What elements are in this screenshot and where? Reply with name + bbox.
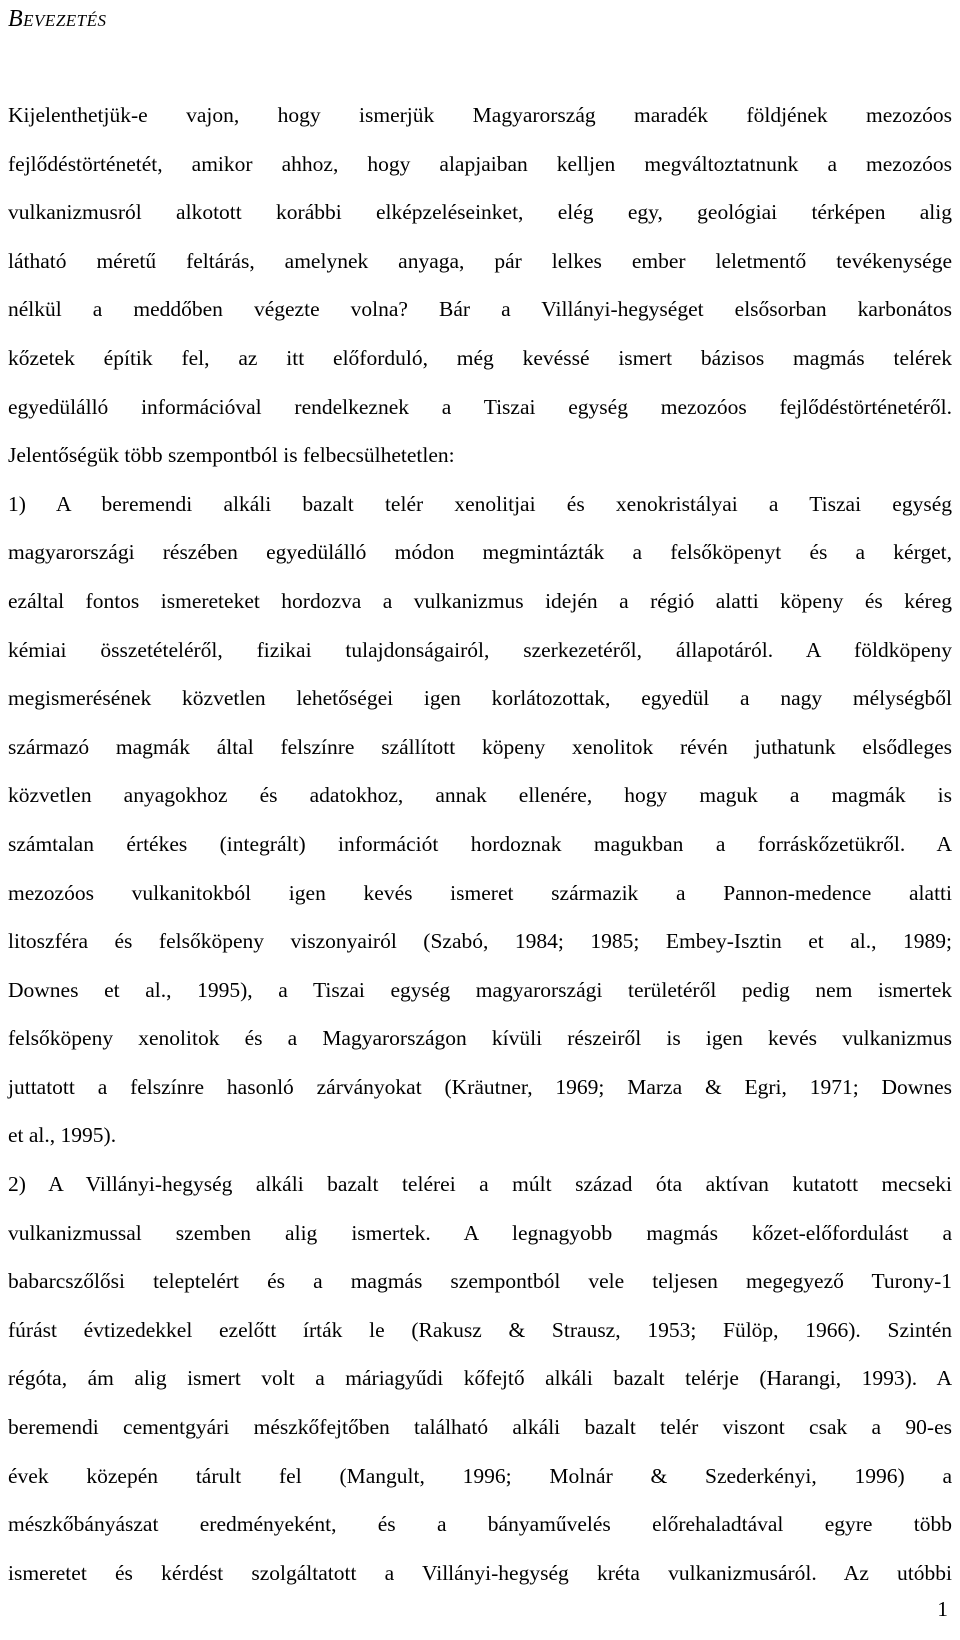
body-text (8, 91, 952, 1597)
text-line: kőzetek építik fel, az itt előforduló, még kevéssé ismert bázisos magmás telérek (8, 345, 952, 370)
text-line: litoszféra és felsőköpeny viszonyairól (Szabó, 1984; 1985; Embey-Isztin et al., 1989; (8, 929, 952, 954)
text-line: megismerésének közvetlen lehetőségei igen korlátozottak, egyedül a nagy mélységből (8, 686, 952, 711)
text-line: származó magmák által felszínre szállított köpeny xenolitok révén juthatunk elsődleges (8, 734, 952, 759)
text-line: felsőköpeny xenolitok és a Magyarországon kívüli részeiről is igen kevés vulkanizmus (8, 1026, 952, 1051)
text-line: fúrást évtizedekkel ezelőtt írták le (Rakusz & Strausz, 1953; Fülöp, 1966). Szintén (8, 1317, 952, 1342)
text-line: vulkanizmusról alkotott korábbi elképzeléseinket, elég egy, geológiai térképen alig (8, 200, 952, 225)
text-line: számtalan értékes (integrált) információt hordoznak magukban a forráskőzetükről. A (8, 831, 952, 856)
text-line: babarcszőlősi teleptelért és a magmás szempontból vele teljesen megegyező Turony-1 (8, 1269, 952, 1294)
text-line: egyedülálló információval rendelkeznek a Tiszai egység mezozóos fejlődéstörténetéről. (8, 394, 952, 419)
text-line: Downes et al., 1995), a Tiszai egység magyarországi területéről pedig nem ismertek (8, 977, 952, 1002)
text-line: évek közepén tárult fel (Mangult, 1996; Molnár & Szederkényi, 1996) a (8, 1463, 952, 1488)
text-line: juttatott a felszínre hasonló zárványokat (Kräutner, 1969; Marza & Egri, 1971; Downes (8, 1074, 952, 1099)
text-line: beremendi cementgyári mészkőfejtőben található alkáli bazalt telér viszont csak a 90-es (8, 1415, 952, 1440)
text-line: közvetlen anyagokhoz és adatokhoz, annak ellenére, hogy maguk a magmák is (8, 783, 952, 808)
text-line: et al., 1995). (8, 1123, 117, 1148)
text-line: 2) A Villányi-hegység alkáli bazalt telérei a múlt század óta aktívan kutatott mecseki (8, 1172, 952, 1197)
text-line: vulkanizmussal szemben alig ismertek. A legnagyobb magmás kőzet-előfordulást a (8, 1220, 952, 1245)
text-line: Jelentőségük több szempontból is felbecsülhetetlen: (8, 443, 455, 468)
section-heading: Bevezetés (8, 6, 107, 32)
text-line: kémiai összetételéről, fizikai tulajdonságairól, szerkezetéről, állapotáról. A földköpeny (8, 637, 952, 662)
text-line: látható méretű feltárás, amelynek anyaga, pár lelkes ember leletmentő tevékenysége (8, 248, 952, 273)
text-line: ezáltal fontos ismereteket hordozva a vulkanizmus idején a régió alatti köpeny és kéreg (8, 588, 952, 613)
text-line: fejlődéstörténetét, amikor ahhoz, hogy alapjaiban kelljen megváltoztatnunk a mezozóos (8, 151, 952, 176)
text-line: régóta, ám alig ismert volt a máriagyűdi kőfejtő alkáli bazalt telérje (Harangi, 1993). A (8, 1366, 952, 1391)
text-line: Kijelenthetjük-e vajon, hogy ismerjük Magyarország maradék földjének mezozóos (8, 103, 952, 127)
page-number: 1 (937, 1597, 948, 1621)
text-line: mészkőbányászat eredményeként, és a bányaművelés előrehaladtával egyre több (8, 1512, 952, 1537)
text-line: mezozóos vulkanitokból igen kevés ismeret származik a Pannon-medence alatti (8, 880, 952, 905)
text-line: 1) A beremendi alkáli bazalt telér xenolitjai és xenokristályai a Tiszai egység (8, 491, 952, 516)
text-line: ismeretet és kérdést szolgáltatott a Villányi-hegység kréta vulkanizmusáról. Az utóbbi (8, 1560, 952, 1585)
text-line: nélkül a meddőben végezte volna? Bár a Villányi-hegységet elsősorban karbonátos (8, 297, 952, 322)
text-line: magyarországi részében egyedülálló módon megmintázták a felsőköpenyt és a kérget, (8, 540, 952, 565)
